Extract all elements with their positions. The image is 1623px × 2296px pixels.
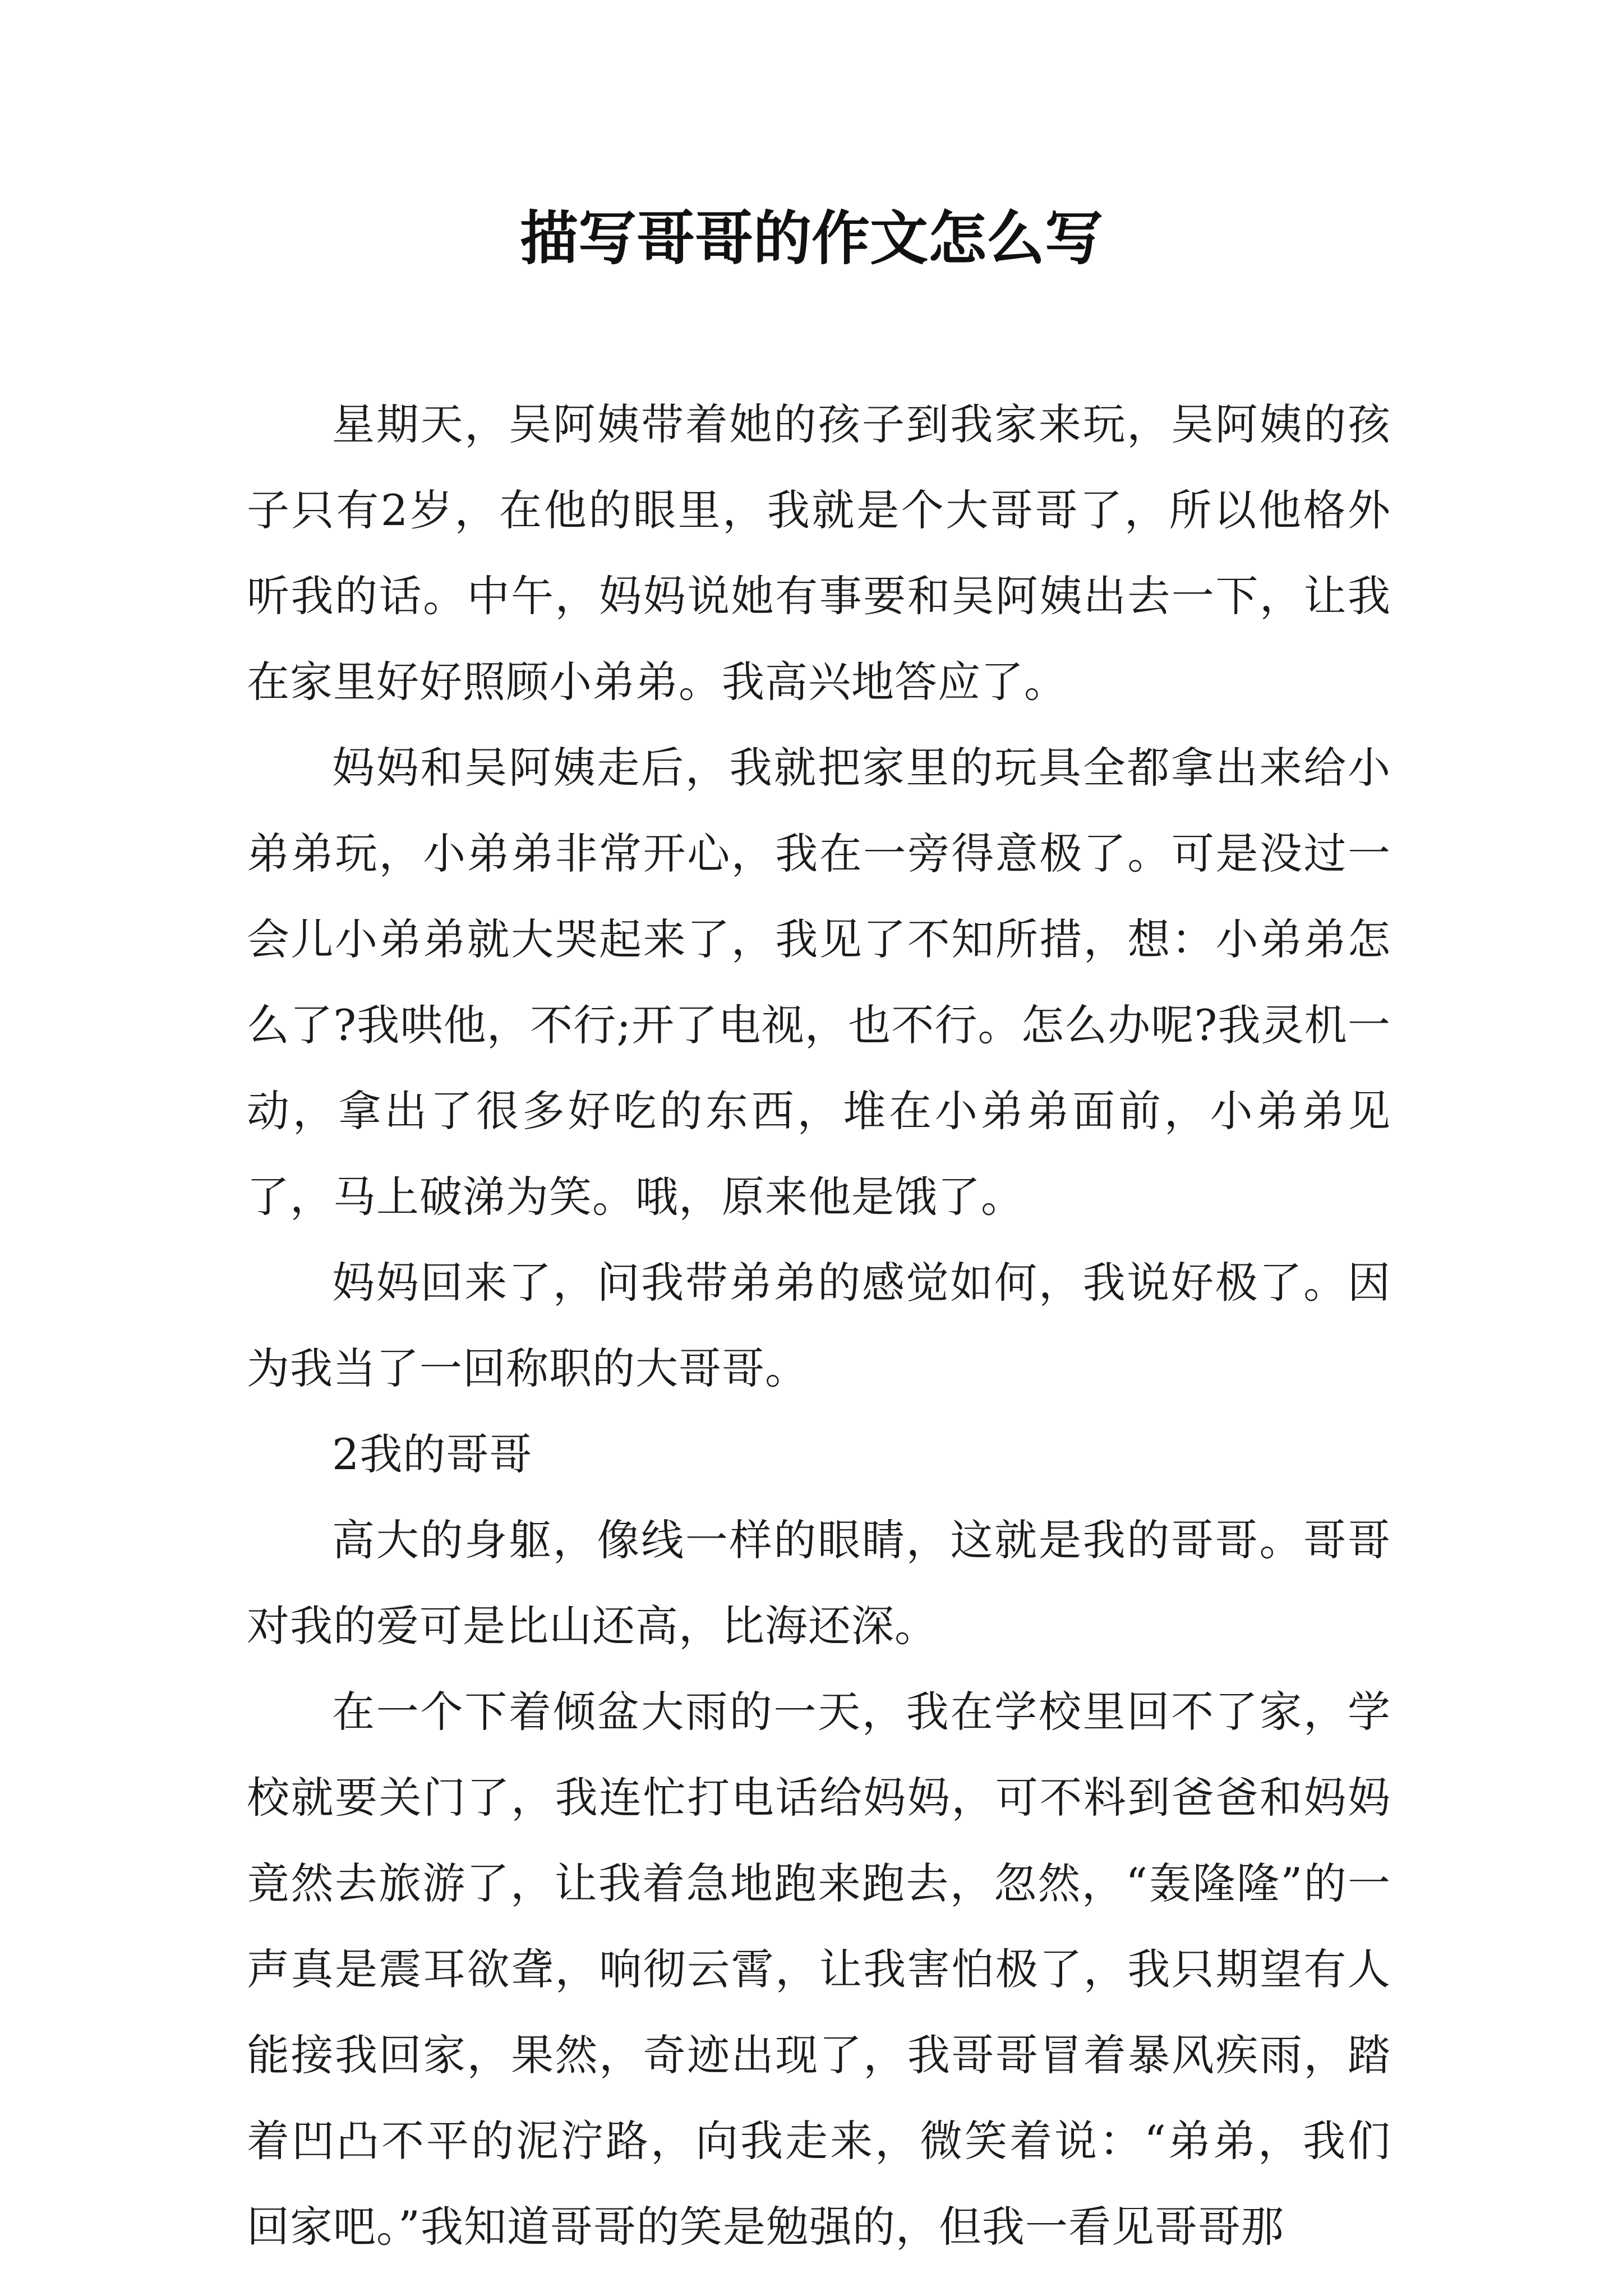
- paragraph: 妈妈回来了，问我带弟弟的感觉如何，我说好极了。因为我当了一回称职的大哥哥。: [247, 1258, 1391, 1393]
- document-title: 描写哥哥的作文怎么写: [519, 204, 1103, 273]
- section-heading: 2我的哥哥: [332, 1429, 533, 1479]
- paragraph: 妈妈和吴阿姨走后，我就把家里的玩具全都拿出来给小弟弟玩，小弟弟非常开心，我在一旁得意极了。可是没过一会儿小弟弟就大哭起来了，我见了不知所措，想：小弟弟怎么了?我哄他，不行;开了电视，也不行。怎么办呢?我灵机一动，拿出了很多好吃的东西，堆在小弟弟面前，小弟弟见了，马上破涕为笑。哦，原来他是饿了。: [247, 743, 1391, 1222]
- paragraph: 星期天，吴阿姨带着她的孩子到我家来玩，吴阿姨的孩子只有2岁，在他的眼里，我就是个大哥哥了，所以他格外听我的话。中午，妈妈说她有事要和吴阿姨出去一下，让我在家里好好照顾小弟弟。我高兴地答应了。: [247, 399, 1391, 707]
- paragraph: 高大的身躯，像线一样的眼睛，这就是我的哥哥。哥哥对我的爱可是比山还高，比海还深。: [247, 1515, 1391, 1651]
- paragraph: 在一个下着倾盆大雨的一天，我在学校里回不了家，学校就要关门了，我连忙打电话给妈妈，可不料到爸爸和妈妈竟然去旅游了，让我着急地跑来跑去，忽然，“轰隆隆”的一声真是震耳欲聋，响彻云霄，让我害怕极了，我只期望有人能接我回家，果然，奇迹出现了，我哥哥冒着暴风疾雨，踏着凹凸不平的泥泞路，向我走来，微笑着说：“弟弟，我们回家吧。”我知道哥哥的笑是勉强的，但我一看见哥哥那: [247, 1687, 1391, 2252]
- document-body: [247, 381, 1391, 2270]
